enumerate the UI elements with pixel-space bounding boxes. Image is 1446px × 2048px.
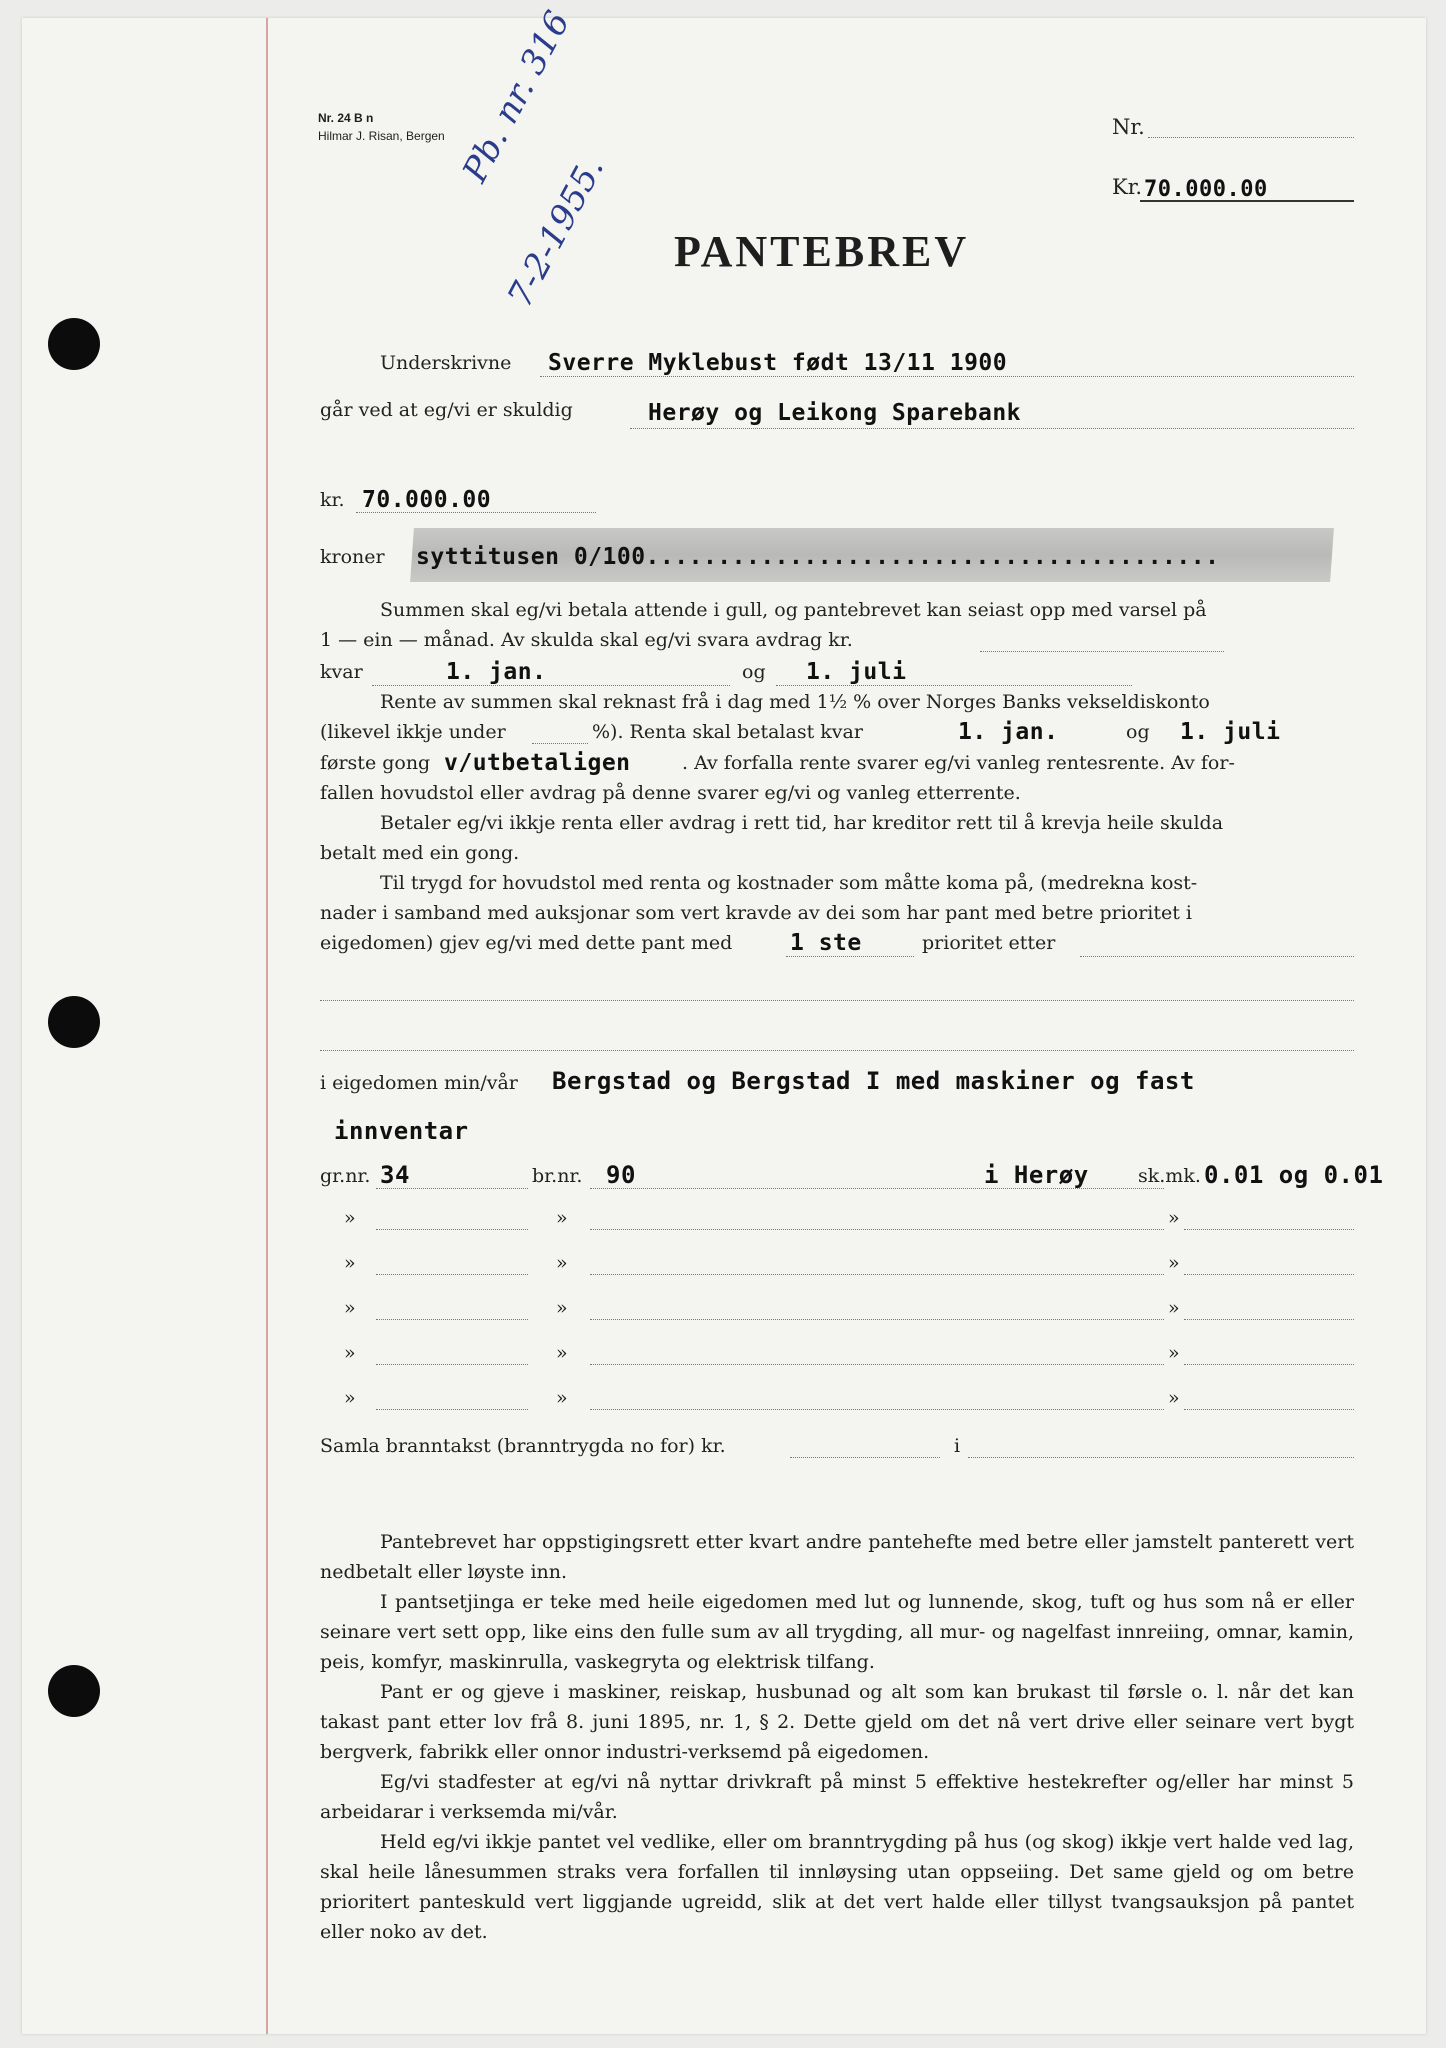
publisher: Hilmar J. Risan, Bergen bbox=[318, 129, 445, 143]
trygd-line-2: nader i samband med auksjonar som vert kravde av dei som har pant med betre prioritet i bbox=[320, 902, 1193, 924]
rente-line-1: Rente av summen skal reknast frå i dag med 1½ % over Norges Banks vekseldiskonto bbox=[380, 691, 1210, 713]
priority-after-line bbox=[1080, 956, 1354, 957]
ditto-mark: » bbox=[556, 1342, 568, 1364]
trygd-line-3: eigedomen) gjev eg/vi med dette pant med bbox=[320, 932, 733, 954]
amount-label: kr. bbox=[320, 489, 345, 511]
ditto-mark: » bbox=[1168, 1207, 1180, 1229]
paragraph-oppstigingsrett: Pantebrevet har oppstigingsrett etter kvart andre pantehefte med betre eller jamstelt panterett vert nedbetalt eller løyste inn. bbox=[320, 1531, 1354, 1583]
terms-line-1: Summen skal eg/vi betala attende i gull, og pantebrevet kan seiast opp med varsel på bbox=[380, 599, 1207, 621]
kr-underline bbox=[1140, 200, 1354, 202]
kr-label: Kr. bbox=[1112, 175, 1143, 199]
creditor-value: Herøy og Leikong Sparebank bbox=[648, 400, 1022, 426]
rente-line-2a: (likevel ikkje under bbox=[320, 721, 506, 743]
rente-line-2b: %). Renta skal betalast kvar bbox=[592, 721, 863, 743]
forste-rest: . Av forfalla rente svarer eg/vi vanleg rentesrente. Av for- bbox=[682, 752, 1235, 774]
ditto-line bbox=[376, 1274, 528, 1275]
ditto-mark: » bbox=[344, 1342, 356, 1364]
skmk-value: 0.01 og 0.01 bbox=[1204, 1161, 1384, 1189]
grnr-line bbox=[376, 1188, 528, 1189]
property-value-2: innventar bbox=[334, 1117, 469, 1145]
registration-date: 7-2-1955. bbox=[500, 150, 613, 314]
signer-label: Underskrivne bbox=[380, 352, 512, 374]
paragraph-maskiner: Pant er og gjeve i maskiner, reiskap, husbunad og alt som kan brukast til førsle o. l. når det kan takast pant etter lov frå 8. juni 1895, nr. 1, § 2. Dette gjeld om det nå vert drive eller seinare vert bygt bergverk, fabrikk eller onnor industri-verksemd på eigedomen. bbox=[320, 1681, 1354, 1763]
ditto-line bbox=[1184, 1364, 1354, 1365]
ditto-line bbox=[590, 1319, 1164, 1320]
property-label: i eigedomen min/vår bbox=[320, 1072, 518, 1094]
betaler-line-1: Betaler eg/vi ikkje renta eller avdrag i rett tid, har kreditor rett til å krevja heile skulda bbox=[380, 812, 1224, 834]
rente-og: og bbox=[1126, 721, 1150, 743]
ditto-mark: » bbox=[556, 1252, 568, 1274]
forste-value: v/utbetaligen bbox=[444, 750, 631, 776]
signer-value: Sverre Myklebust født 13/11 1900 bbox=[548, 350, 1008, 376]
ditto-line bbox=[1184, 1274, 1354, 1275]
ditto-mark: » bbox=[1168, 1252, 1180, 1274]
ditto-line bbox=[590, 1274, 1164, 1275]
brnr-value: 90 bbox=[606, 1161, 636, 1189]
ditto-mark: » bbox=[556, 1207, 568, 1229]
kr-value: 70.000.00 bbox=[1144, 177, 1268, 202]
brnr-label: br.nr. bbox=[532, 1165, 583, 1187]
amount-value: 70.000.00 bbox=[362, 487, 492, 513]
ditto-line bbox=[1184, 1409, 1354, 1410]
paragraph-vedlikehald: Held eg/vi ikkje pantet vel vedlike, eller om branntrygding på hus (og skog) ikkje vert halde ved lag, skal heile lånesummen straks vera forfallen til innløysing utan oppseiing. Det same gjeld og om betre prioritert panteskuld vert liggjande ugreidd, slik at det vert halde eller tillyst tvangsauksjon på pantet eller noko av det. bbox=[320, 1831, 1354, 1943]
branntakst-line bbox=[790, 1457, 940, 1458]
priority-after: prioritet etter bbox=[922, 932, 1056, 954]
nr-label: Nr. bbox=[1112, 115, 1145, 139]
ditto-line bbox=[590, 1409, 1164, 1410]
body-text bbox=[320, 1527, 1354, 1947]
ditto-mark: » bbox=[344, 1207, 356, 1229]
branntakst-label: Samla branntakst (branntrygda no for) kr. bbox=[320, 1435, 726, 1457]
ditto-mark: » bbox=[556, 1387, 568, 1409]
terms-line-2: 1 — ein — månad. Av skulda skal eg/vi svara avdrag kr. bbox=[320, 629, 853, 651]
fallen-line: fallen hovudstol eller avdrag på denne svarer eg/vi og vanleg etterrente. bbox=[320, 782, 1021, 804]
paragraph-pantsetjing: I pantsetjinga er teke med heile eigedomen med lut og lunnende, skog, tuft og hus som nå er eller seinare vert sett opp, like eins den fulle sum av all trygding, all mur- og nagelfast innreiing, omnar, kamin, peis, komfyr, maskinrulla, vaskegryta og elektrisk tilfang. bbox=[320, 1591, 1354, 1673]
avdrag-line bbox=[980, 651, 1224, 652]
punch-hole bbox=[48, 996, 100, 1048]
kvar-value-2: 1. juli bbox=[806, 659, 907, 685]
ditto-line bbox=[590, 1364, 1164, 1365]
ditto-mark: » bbox=[344, 1387, 356, 1409]
nr-line bbox=[1148, 137, 1354, 138]
ditto-mark: » bbox=[1168, 1297, 1180, 1319]
signer-line bbox=[540, 376, 1354, 377]
margin-line bbox=[266, 18, 268, 2034]
priority-value: 1 ste bbox=[790, 930, 862, 956]
amount-line bbox=[356, 512, 596, 513]
kroner-label: kroner bbox=[320, 546, 385, 568]
ditto-mark: » bbox=[344, 1297, 356, 1319]
registration-number: Pb. nr. 316 bbox=[455, 4, 579, 189]
punch-hole bbox=[48, 1665, 100, 1717]
blank-line-1 bbox=[320, 1000, 1354, 1001]
ditto-line bbox=[1184, 1229, 1354, 1230]
ditto-line bbox=[376, 1229, 528, 1230]
form-number: Nr. 24 B n bbox=[318, 111, 374, 125]
rente-value-2: 1. juli bbox=[1180, 719, 1281, 745]
priority-line bbox=[786, 956, 914, 957]
ditto-line bbox=[376, 1364, 528, 1365]
ditto-mark: » bbox=[556, 1297, 568, 1319]
kvar-line-2 bbox=[776, 685, 1132, 686]
grnr-label: gr.nr. bbox=[320, 1165, 371, 1187]
kroner-value: syttitusen 0/100........................................ bbox=[416, 544, 1220, 570]
ditto-line bbox=[590, 1229, 1164, 1230]
ditto-mark: » bbox=[1168, 1342, 1180, 1364]
branntakst-place-line bbox=[968, 1457, 1354, 1458]
page-title: PANTEBREV bbox=[674, 227, 970, 276]
skmk-label: sk.mk. bbox=[1138, 1165, 1201, 1187]
ditto-line bbox=[376, 1409, 528, 1410]
ditto-line bbox=[1184, 1319, 1354, 1320]
kommune-value: i Herøy bbox=[984, 1161, 1089, 1189]
ditto-mark: » bbox=[1168, 1387, 1180, 1409]
forste-label: første gong bbox=[320, 752, 431, 774]
property-value-1: Bergstad og Bergstad I med maskiner og fast bbox=[552, 1067, 1195, 1095]
kvar-label: kvar bbox=[320, 661, 363, 683]
creditor-line bbox=[630, 428, 1354, 429]
blank-line-2 bbox=[320, 1050, 1354, 1051]
grnr-value: 34 bbox=[380, 1161, 410, 1189]
ditto-line bbox=[376, 1319, 528, 1320]
minimum-rate-line bbox=[532, 743, 588, 744]
branntakst-i: i bbox=[954, 1435, 961, 1457]
kvar-line-1 bbox=[372, 685, 730, 686]
punch-hole bbox=[48, 318, 100, 370]
kvar-og: og bbox=[742, 661, 766, 683]
rente-value-1: 1. jan. bbox=[958, 719, 1059, 745]
kvar-value-1: 1. jan. bbox=[446, 659, 547, 685]
trygd-line-1: Til trygd for hovudstol med renta og kostnader som måtte koma på, (medrekna kost- bbox=[380, 872, 1198, 894]
paragraph-drivkraft: Eg/vi stadfester at eg/vi nå nyttar drivkraft på minst 5 effektive hestekrefter og/eller har minst 5 arbeidarar i verksemda mi/vår. bbox=[320, 1771, 1354, 1823]
betaler-line-2: betalt med ein gong. bbox=[320, 842, 520, 864]
creditor-label: går ved at eg/vi er skuldig bbox=[320, 399, 573, 421]
ditto-mark: » bbox=[344, 1252, 356, 1274]
